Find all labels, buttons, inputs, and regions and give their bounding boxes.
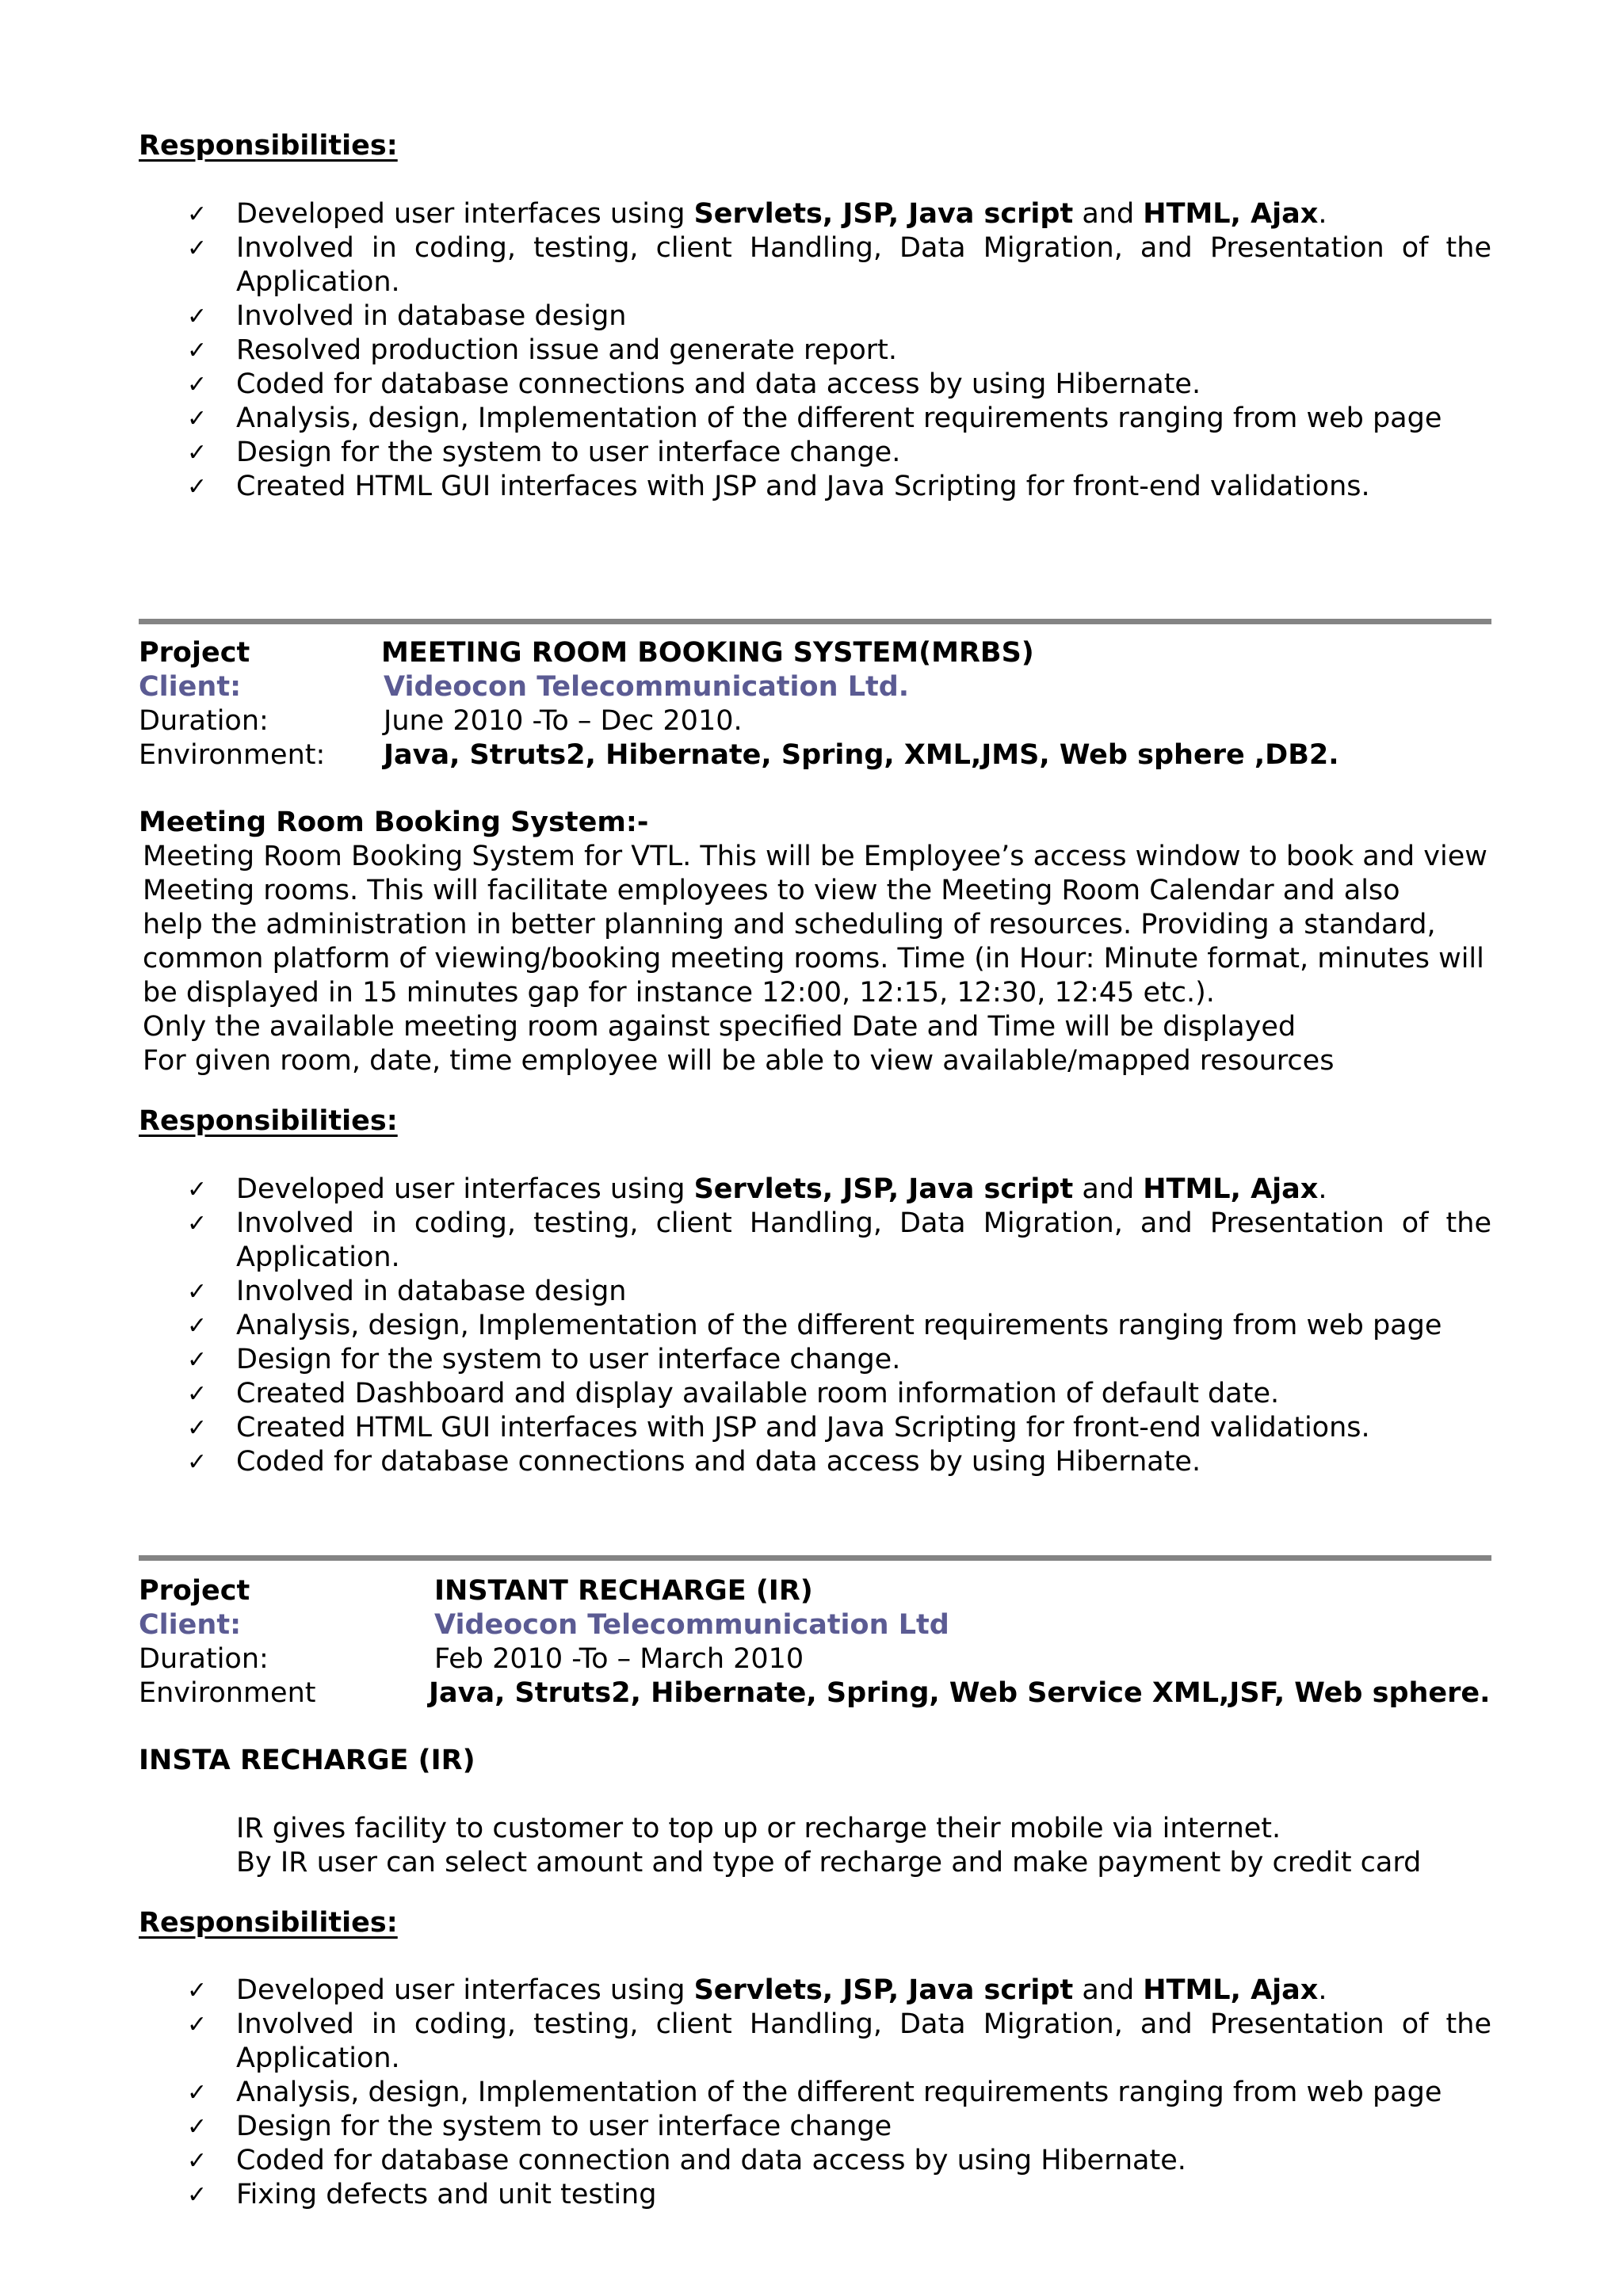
duration-value: June 2010 -To – Dec 2010. [384,705,743,737]
checkmark-icon: ✓ [187,1176,208,1203]
project-name: INSTANT RECHARGE (IR) [434,1575,813,1607]
item-text: Developed user interfaces using [236,1173,694,1205]
checkmark-icon: ✓ [187,303,208,330]
description-line: IR gives facility to customer to top up or recharge their mobile via internet. [236,1813,1281,1844]
responsibility-item [182,368,1491,402]
checkmark-icon: ✓ [187,2113,208,2141]
client-label: Client: [139,1609,242,1641]
item-text: Coded for database connections and data access by using Hibernate. [236,368,1201,400]
checkmark-icon: ✓ [187,200,208,228]
responsibility-item [182,299,1491,334]
item-text: Coded for database connection and data access by using Hibernate. [236,2145,1186,2176]
item-text: Involved in database design [236,1276,627,1307]
duration-label: Duration: [139,1643,269,1675]
item-text: . [1318,1173,1327,1205]
item-text: Analysis, design, Implementation of the different requirements ranging from web page [236,402,1442,434]
checkmark-icon: ✓ [187,1278,208,1306]
item-text: Involved in database design [236,300,627,332]
checkmark-icon: ✓ [187,1977,208,2004]
project-name: MEETING ROOM BOOKING SYSTEM(MRBS) [381,637,1034,669]
duration-value: Feb 2010 -To – March 2010 [434,1643,804,1675]
project-description [236,1812,1599,1880]
responsibility-item [182,1207,1491,1275]
responsibility-item [182,231,1491,299]
checkmark-icon: ✓ [187,2079,208,2107]
checkmark-icon: ✓ [187,2181,208,2209]
item-text: Analysis, design, Implementation of the different requirements ranging from web page [236,2077,1442,2108]
checkmark-icon: ✓ [187,1380,208,1408]
item-text: and [1073,1974,1144,2006]
responsibility-item [182,2008,1491,2076]
section-divider [139,1555,1491,1561]
project-label: Project [139,637,250,669]
environment-label: Environment [139,1677,316,1709]
item-text: HTML, Ajax [1143,1173,1319,1205]
item-text: Involved in coding, testing, client Handling, Data Migration, and Presentation of the Application. [236,232,1491,298]
environment-row [139,1676,1526,1711]
description-line: By IR user can select amount and type of recharge and make payment by credit card [236,1847,1422,1878]
checkmark-icon: ✓ [187,439,208,467]
responsibility-item [182,2110,1491,2144]
responsibility-item [182,402,1491,436]
section-divider [139,619,1491,624]
responsibility-item [182,1445,1491,1479]
environment-label: Environment: [139,739,326,771]
item-text: Design for the system to user interface change. [236,1344,901,1375]
item-text: Created HTML GUI interfaces with JSP and Java Scripting for front-end validations. [236,1412,1370,1444]
responsibility-item [182,1411,1491,1445]
responsibility-item [182,2076,1491,2110]
client-label: Client: [139,671,242,703]
description-line: be displayed in 15 minutes gap for instance 12:00, 12:15, 12:30, 12:45 etc.). [143,977,1215,1009]
environment-value: Java, Struts2, Hibernate, Spring, XML,JMS, Web sphere ,DB2. [384,739,1339,771]
description-line: For given room, date, time employee will be able to view available/mapped resources [143,1045,1335,1077]
checkmark-icon: ✓ [187,405,208,433]
client-row [139,1608,1526,1642]
item-text: Involved in coding, testing, client Handling, Data Migration, and Presentation of the Application. [236,2008,1491,2074]
responsibility-item [182,2144,1491,2178]
responsibility-item [182,1974,1491,2008]
project-label: Project [139,1575,250,1607]
project-row [139,1574,1526,1608]
item-text: Analysis, design, Implementation of the different requirements ranging from web page [236,1310,1442,1341]
item-text: Servlets, JSP, Java script [693,198,1074,230]
item-text: Servlets, JSP, Java script [693,1173,1074,1205]
checkmark-icon: ✓ [187,1312,208,1340]
project-title: Meeting Room Booking System:- [139,807,649,838]
responsibility-item [182,436,1491,470]
project-title: INSTA RECHARGE (IR) [139,1745,475,1776]
responsibility-item [182,1309,1491,1343]
description-line: help the administration in better planning and scheduling of resources. Providing a standard, [143,909,1436,940]
checkmark-icon: ✓ [187,473,208,501]
item-text: and [1073,198,1144,230]
item-text: Created HTML GUI interfaces with JSP and Java Scripting for front-end validations. [236,471,1370,502]
checkmark-icon: ✓ [187,337,208,364]
environment-value: Java, Struts2, Hibernate, Spring, Web Service XML,JSF, Web sphere. [429,1677,1491,1709]
duration-row [139,704,1526,738]
responsibilities-heading: Responsibilities: [139,1105,398,1137]
item-text: Coded for database connections and data access by using Hibernate. [236,1446,1201,1478]
checkmark-icon: ✓ [187,371,208,399]
checkmark-icon: ✓ [187,1210,208,1238]
responsibility-item [182,1173,1491,1207]
description-line: Meeting Room Booking System for VTL. This will be Employee’s access window to book and view [143,841,1487,872]
environment-row [139,738,1526,772]
duration-label: Duration: [139,705,269,737]
item-text: . [1318,198,1327,230]
item-text: HTML, Ajax [1143,1974,1319,2006]
checkmark-icon: ✓ [187,1414,208,1442]
description-line: Only the available meeting room against specified Date and Time will be displayed [143,1011,1296,1043]
client-row [139,670,1526,704]
responsibility-item [182,197,1491,231]
item-text: Servlets, JSP, Java script [693,1974,1074,2006]
item-text: Created Dashboard and display available room information of default date. [236,1378,1280,1409]
responsibilities-heading: Responsibilities: [139,130,398,162]
item-text: Design for the system to user interface change. [236,437,901,468]
project-row [139,636,1526,670]
duration-row [139,1642,1526,1676]
responsibility-item [182,2178,1491,2212]
item-text: HTML, Ajax [1143,198,1319,230]
item-text: Fixing defects and unit testing [236,2179,657,2210]
item-text: Design for the system to user interface change [236,2111,892,2142]
responsibilities-list [182,1974,1491,2212]
responsibilities-heading: Responsibilities: [139,1907,398,1939]
item-text: and [1073,1173,1144,1205]
responsibility-item [182,1275,1491,1309]
responsibilities-list [182,1173,1491,1479]
checkmark-icon: ✓ [187,1448,208,1476]
item-text: . [1318,1974,1327,2006]
project-description [143,840,1506,1078]
checkmark-icon: ✓ [187,1346,208,1374]
responsibility-item [182,1377,1491,1411]
item-text: Developed user interfaces using [236,1974,694,2006]
responsibility-item [182,470,1491,504]
checkmark-icon: ✓ [187,235,208,262]
description-line: common platform of viewing/booking meeting rooms. Time (in Hour: Minute format, minutes will [143,943,1484,974]
client-name: Videocon Telecommunication Ltd. [384,671,910,703]
checkmark-icon: ✓ [187,2147,208,2175]
responsibilities-list [182,197,1491,504]
client-name: Videocon Telecommunication Ltd [434,1609,949,1641]
item-text: Resolved production issue and generate report. [236,334,898,366]
item-text: Involved in coding, testing, client Handling, Data Migration, and Presentation of the Application. [236,1207,1491,1273]
description-line: Meeting rooms. This will facilitate employees to view the Meeting Room Calendar and also [143,875,1400,906]
checkmark-icon: ✓ [187,2011,208,2039]
responsibility-item [182,1343,1491,1377]
responsibility-item [182,334,1491,368]
item-text: Developed user interfaces using [236,198,694,230]
